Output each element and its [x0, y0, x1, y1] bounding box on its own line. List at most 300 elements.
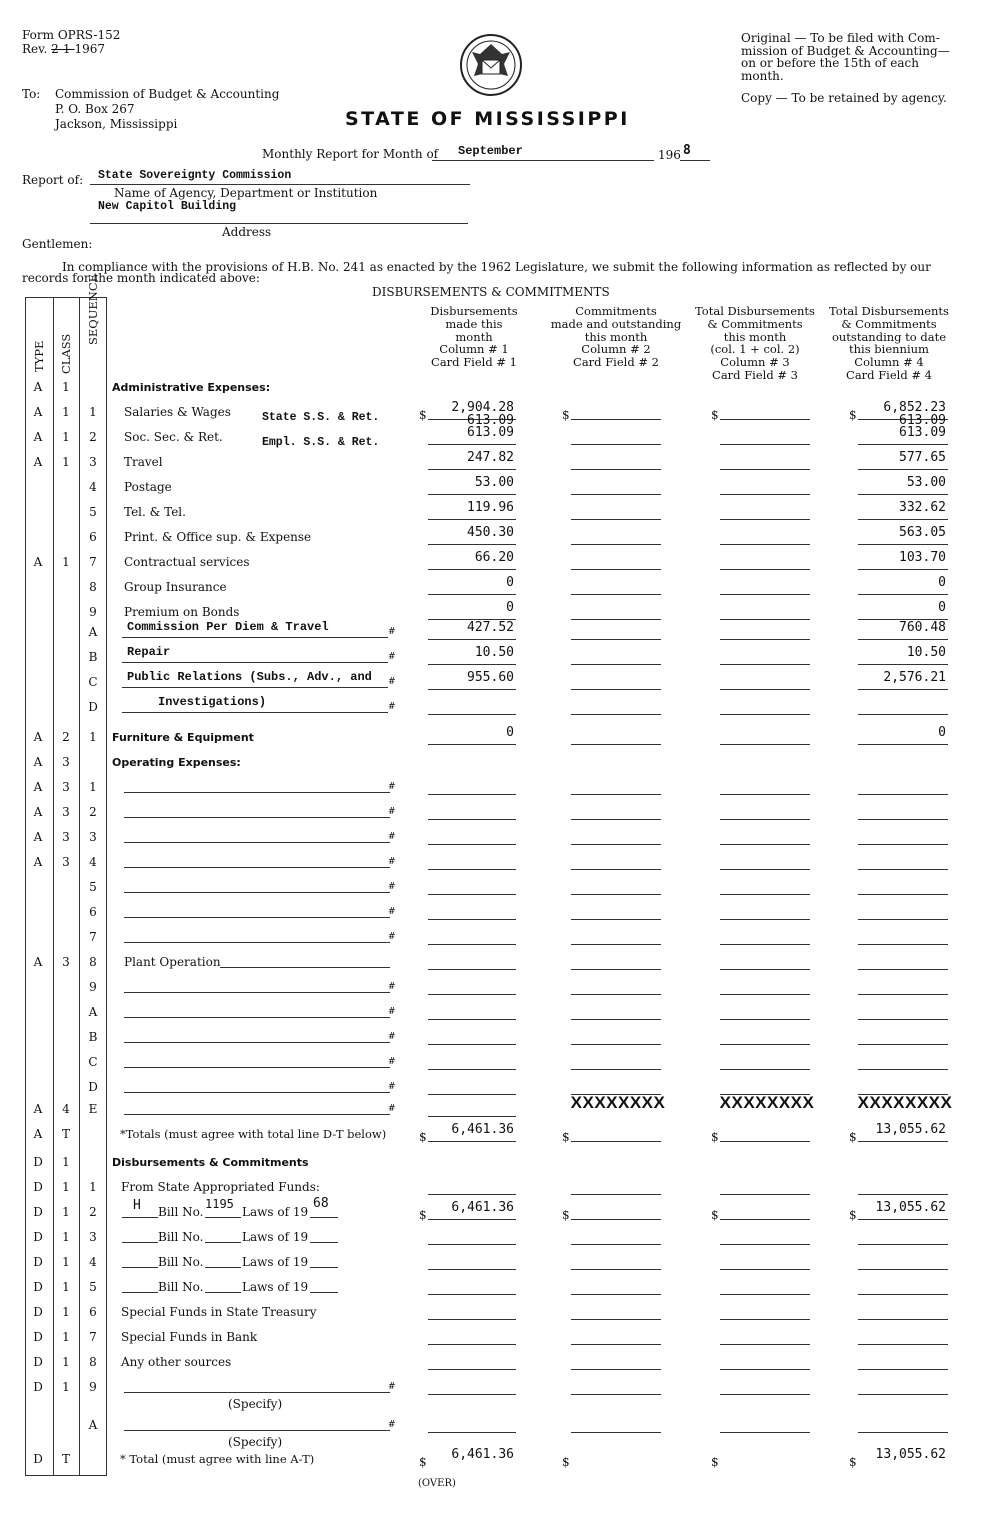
amount-col-4[interactable]: 13,055.62	[875, 1447, 946, 1462]
bill-prefix[interactable]: H	[133, 1198, 141, 1213]
field-underline	[428, 469, 516, 470]
page-title: STATE OF MISSISSIPPI	[345, 108, 630, 130]
field-underline	[571, 619, 661, 620]
field-underline	[858, 1219, 948, 1220]
amount-col-3[interactable]: XXXXXXXX	[719, 1093, 815, 1112]
rev-struck: 2-1-	[51, 42, 75, 56]
amount-col-1-sub[interactable]: 613.09	[467, 413, 514, 428]
field-underline	[571, 969, 661, 970]
row-label: Print. & Office sup. & Expense	[124, 530, 312, 544]
col-header-line: (col. 1 + col. 2)	[710, 342, 800, 357]
amount-col-1[interactable]: 450.30	[467, 525, 514, 540]
field-underline	[124, 1430, 390, 1431]
field-underline	[858, 494, 948, 495]
field-underline	[858, 1369, 948, 1370]
field-underline	[858, 1244, 948, 1245]
field-underline	[124, 917, 390, 918]
row-class: 1	[62, 1205, 70, 1219]
filing-note-line: on or before the 15th of each	[741, 56, 919, 70]
row-sequence: 3	[89, 830, 97, 844]
section-title: DISBURSEMENTS & COMMITMENTS	[372, 285, 610, 299]
field-underline	[428, 969, 516, 970]
month-label: Monthly Report for Month of	[262, 147, 439, 161]
row-type: A	[33, 955, 43, 969]
row-sequence: C	[88, 675, 98, 689]
field-underline	[428, 1369, 516, 1370]
row-label: Postage	[124, 480, 172, 494]
field-underline	[571, 544, 661, 545]
row-class: 1	[62, 555, 70, 569]
field-underline	[720, 1019, 810, 1020]
col-header-3	[688, 305, 822, 382]
row-type: D	[33, 1205, 43, 1219]
salutation: Gentlemen:	[22, 237, 93, 251]
laws-label: Laws of 19	[242, 1205, 309, 1219]
row-type: A	[33, 380, 43, 394]
row-label-hash: #	[388, 982, 396, 992]
field-underline	[858, 869, 948, 870]
row-label-hash: #	[388, 1007, 396, 1017]
row-class: 2	[62, 730, 70, 744]
col-header-line: made and outstanding	[550, 316, 682, 331]
field-underline	[720, 569, 810, 570]
row-label-hash: #	[388, 1057, 396, 1067]
field-underline	[858, 1069, 948, 1070]
col-header-line: this biennium	[849, 342, 929, 357]
intro-line-1: In compliance with the provisions of H.B. No. 241 as enacted by the 1962 Legislature, we submit the following information as reflected by our	[62, 260, 931, 274]
field-underline	[858, 1044, 948, 1045]
amount-col-4[interactable]: 13,055.62	[875, 1122, 946, 1137]
row-type: D	[33, 1280, 43, 1294]
field-underline	[428, 919, 516, 920]
row-type: D	[33, 1330, 43, 1344]
row-label: Premium on Bonds	[124, 605, 240, 619]
amount-col-4[interactable]: XXXXXXXX	[857, 1093, 953, 1112]
to-line-1: Commission of Budget & Accounting	[55, 87, 280, 101]
amount-col-4[interactable]: 10.50	[906, 645, 946, 660]
field-underline	[428, 1294, 516, 1295]
field-underline	[124, 792, 390, 793]
year-digit[interactable]: 8	[683, 143, 691, 158]
field-underline	[571, 794, 661, 795]
field-underline	[122, 1267, 158, 1268]
amount-col-1[interactable]: 2,904.28	[451, 400, 514, 415]
field-underline	[205, 1267, 241, 1268]
row-sequence: 2	[89, 805, 97, 819]
row-sequence: 6	[89, 1305, 97, 1319]
field-underline	[310, 1242, 338, 1243]
dollar-sign: $	[711, 408, 719, 422]
row-sequence: 6	[89, 905, 97, 919]
row-sequence: B	[88, 650, 98, 664]
field-underline	[720, 1344, 810, 1345]
field-underline	[720, 894, 810, 895]
col-header-line: Commitments	[575, 304, 657, 318]
field-underline	[124, 1092, 390, 1093]
field-underline	[720, 494, 810, 495]
field-underline	[720, 1394, 810, 1395]
row-sequence: 5	[89, 505, 97, 519]
row-class: 3	[62, 780, 70, 794]
col-header-4	[822, 305, 956, 382]
class-header: CLASS	[59, 333, 73, 374]
amount-col-1[interactable]: 10.50	[474, 645, 514, 660]
row-sequence: 8	[89, 580, 97, 594]
col-header-line: Column # 4	[854, 355, 924, 370]
row-type: A	[33, 1127, 43, 1141]
row-label: * Total (must agree with line A-T)	[120, 1452, 315, 1466]
amount-col-4[interactable]: 53.00	[906, 475, 946, 490]
row-sequence: D	[88, 700, 98, 714]
field-underline	[122, 1242, 158, 1243]
rev-prefix: Rev.	[22, 42, 48, 56]
amount-col-1[interactable]: 247.82	[467, 450, 514, 465]
bill-year[interactable]: 68	[313, 1196, 329, 1211]
amount-col-1[interactable]: 66.20	[474, 550, 514, 565]
row-label: Special Funds in State Treasury	[121, 1305, 317, 1319]
dollar-sign: $	[711, 1130, 719, 1144]
field-underline	[858, 1194, 948, 1195]
row-sequence: 4	[89, 1255, 97, 1269]
row-label-hash: #	[388, 652, 396, 662]
row-sequence: 5	[89, 1280, 97, 1294]
field-underline	[571, 1344, 661, 1345]
amount-col-1[interactable]: 119.96	[467, 500, 514, 515]
col-header-line: Column # 3	[720, 355, 790, 370]
amount-col-4[interactable]: 332.62	[899, 500, 946, 515]
bill-number[interactable]: 1195	[205, 1197, 234, 1211]
field-underline	[205, 1217, 241, 1218]
dollar-sign: $	[419, 408, 427, 422]
state-seal	[458, 32, 524, 102]
field-underline	[428, 519, 516, 520]
amount-col-1[interactable]: 6,461.36	[451, 1447, 514, 1462]
bill-label: Bill No.	[158, 1205, 204, 1219]
row-label: From State Appropriated Funds:	[121, 1180, 320, 1194]
dollar-sign: $	[711, 1455, 719, 1469]
field-underline	[205, 1242, 241, 1243]
row-class: T	[61, 1127, 70, 1141]
filing-note	[741, 32, 950, 82]
row-sequence: 1	[89, 780, 97, 794]
col-header-line: month	[455, 329, 493, 344]
field-underline	[428, 744, 516, 745]
field-underline	[571, 944, 661, 945]
amount-col-4[interactable]: 0	[938, 725, 946, 740]
field-underline	[720, 844, 810, 845]
agency-name[interactable]: State Sovereignty Commission	[98, 169, 292, 182]
field-underline	[720, 444, 810, 445]
field-underline	[124, 1017, 390, 1018]
field-underline	[310, 1292, 338, 1293]
field-underline	[720, 944, 810, 945]
field-underline	[720, 869, 810, 870]
specify-caption: (Specify)	[228, 1397, 283, 1411]
amount-col-4[interactable]: 0	[938, 575, 946, 590]
field-underline	[720, 1219, 810, 1220]
field-underline	[858, 469, 948, 470]
field-underline	[428, 594, 516, 595]
laws-label: Laws of 19	[242, 1230, 309, 1244]
field-underline	[428, 1044, 516, 1045]
field-underline	[428, 689, 516, 690]
row-type: D	[33, 1255, 43, 1269]
field-underline	[858, 519, 948, 520]
row-sequence: A	[88, 625, 98, 639]
bill-label: Bill No.	[158, 1230, 204, 1244]
field-underline	[858, 594, 948, 595]
row-label-hash: #	[388, 1382, 396, 1392]
col-header-line: Card Field # 2	[573, 355, 659, 370]
field-underline	[571, 894, 661, 895]
row-class: 1	[62, 455, 70, 469]
row-class: 1	[62, 1155, 70, 1169]
row-note: State S.S. & Ret.	[262, 411, 380, 424]
amount-col-4[interactable]: 103.70	[899, 550, 946, 565]
col-header-line: this month	[584, 329, 648, 344]
field-underline	[122, 1217, 158, 1218]
row-label-hash: #	[388, 702, 396, 712]
amount-col-1[interactable]: 0	[506, 575, 514, 590]
field-underline	[858, 569, 948, 570]
row-type: A	[33, 455, 43, 469]
row-label-hash: #	[388, 1082, 396, 1092]
dollar-sign: $	[562, 1455, 570, 1469]
col-header-line: Disbursements	[430, 304, 518, 318]
field-underline	[720, 714, 810, 715]
field-underline	[571, 819, 661, 820]
row-label-hash: #	[388, 677, 396, 687]
field-underline	[858, 1141, 948, 1142]
row-class: 1	[62, 1255, 70, 1269]
field-underline	[428, 1219, 516, 1220]
row-type: A	[33, 855, 43, 869]
dollar-sign: $	[849, 1455, 857, 1469]
field-underline	[428, 1394, 516, 1395]
field-underline	[122, 662, 388, 663]
amount-col-4[interactable]: 577.65	[899, 450, 946, 465]
amount-col-1[interactable]: 6,461.36	[451, 1200, 514, 1215]
intro-line-2: records for the month indicated above:	[22, 271, 260, 285]
col-header-line: Card Field # 3	[712, 367, 798, 382]
field-underline	[720, 1294, 810, 1295]
field-underline	[124, 892, 390, 893]
amount-col-4[interactable]: 760.48	[899, 620, 946, 635]
row-sequence: A	[88, 1005, 98, 1019]
row-label: Disbursements & Commitments	[112, 1156, 309, 1169]
page-footer: (OVER)	[418, 1478, 456, 1489]
row-class: 4	[62, 1102, 70, 1116]
field-underline	[571, 1244, 661, 1245]
field-underline	[571, 1141, 661, 1142]
row-label-hash: #	[388, 1104, 396, 1114]
field-underline	[858, 819, 948, 820]
field-underline	[428, 1069, 516, 1070]
row-label: Salaries & Wages	[124, 405, 231, 419]
field-underline	[571, 664, 661, 665]
row-sequence: 2	[89, 430, 97, 444]
field-underline	[571, 714, 661, 715]
row-type: A	[33, 780, 43, 794]
field-underline	[720, 544, 810, 545]
col-header-line: & Commitments	[707, 316, 803, 331]
field-underline	[122, 637, 388, 638]
field-underline	[720, 469, 810, 470]
row-type: D	[33, 1180, 43, 1194]
field-underline	[124, 992, 390, 993]
field-underline	[122, 687, 388, 688]
type-header: TYPE	[32, 340, 46, 372]
field-underline	[571, 744, 661, 745]
row-sequence: 9	[89, 980, 97, 994]
field-underline	[571, 494, 661, 495]
field-underline	[858, 794, 948, 795]
field-underline	[571, 569, 661, 570]
field-underline	[858, 919, 948, 920]
dollar-sign: $	[562, 1130, 570, 1144]
row-type: A	[33, 755, 43, 769]
field-underline	[858, 544, 948, 545]
col-header-line: Total Disbursements	[829, 304, 949, 318]
amount-col-4-sub[interactable]: 613.09	[899, 413, 946, 428]
field-underline	[720, 1069, 810, 1070]
filing-note-line: mission of Budget & Accounting—	[741, 43, 950, 58]
row-label: Investigations)	[158, 695, 267, 709]
row-label: Administrative Expenses:	[112, 381, 271, 394]
dollar-sign: $	[711, 1208, 719, 1222]
row-class: 3	[62, 955, 70, 969]
dollar-sign: $	[562, 408, 570, 422]
field-underline	[858, 1432, 948, 1433]
row-label-hash: #	[388, 1420, 396, 1430]
field-underline	[858, 894, 948, 895]
bill-label: Bill No.	[158, 1280, 204, 1294]
row-note: Empl. S.S. & Ret.	[262, 436, 380, 449]
month-value[interactable]: September	[458, 144, 523, 158]
row-label-hash: #	[388, 627, 396, 637]
row-label: Special Funds in Bank	[121, 1330, 258, 1344]
field-underline	[720, 619, 810, 620]
field-underline	[428, 844, 516, 845]
field-underline	[310, 1217, 338, 1218]
amount-col-1[interactable]: 427.52	[467, 620, 514, 635]
field-underline	[124, 1114, 390, 1115]
field-underline	[428, 1432, 516, 1433]
row-class: 3	[62, 755, 70, 769]
amount-col-1[interactable]: 0	[506, 725, 514, 740]
field-underline	[122, 1292, 158, 1293]
row-sequence: C	[88, 1055, 98, 1069]
row-class: 1	[62, 1280, 70, 1294]
field-underline	[720, 1432, 810, 1433]
row-class: 1	[62, 1230, 70, 1244]
col-header-2	[546, 305, 686, 369]
filing-note-line: Original — To be filed with Com-	[741, 31, 940, 45]
agency-caption: Name of Agency, Department or Institution	[114, 186, 378, 200]
row-label: Public Relations (Subs., Adv., and	[127, 670, 372, 684]
amount-col-4[interactable]: 6,852.23	[883, 400, 946, 415]
amount-col-1[interactable]: 53.00	[474, 475, 514, 490]
field-underline	[220, 967, 390, 968]
field-underline	[720, 819, 810, 820]
amount-col-4[interactable]: 613.09	[899, 425, 946, 440]
field-underline	[858, 639, 948, 640]
row-type: A	[33, 430, 43, 444]
agency-address[interactable]: New Capitol Building	[98, 200, 237, 213]
row-type: D	[33, 1305, 43, 1319]
amount-col-4[interactable]: 563.05	[899, 525, 946, 540]
to-line-2: P. O. Box 267	[55, 102, 135, 116]
field-underline	[858, 994, 948, 995]
field-underline	[205, 1292, 241, 1293]
field-underline	[428, 569, 516, 570]
field-underline	[571, 689, 661, 690]
field-underline	[124, 942, 390, 943]
row-label: Operating Expenses:	[112, 756, 241, 769]
amount-col-1[interactable]: 6,461.36	[451, 1122, 514, 1137]
field-underline	[858, 1269, 948, 1270]
row-type: D	[33, 1452, 43, 1466]
row-label: Plant Operation	[124, 955, 221, 969]
row-label: Travel	[124, 455, 163, 469]
row-class: 3	[62, 855, 70, 869]
laws-label: Laws of 19	[242, 1255, 309, 1269]
row-type: A	[33, 405, 43, 419]
field-underline	[310, 1267, 338, 1268]
field-underline	[720, 1269, 810, 1270]
row-label-hash: #	[388, 1032, 396, 1042]
row-sequence: 4	[89, 855, 97, 869]
row-sequence: 9	[89, 605, 97, 619]
field-underline	[428, 1094, 516, 1095]
row-sequence: B	[88, 1030, 98, 1044]
row-sequence: 8	[89, 955, 97, 969]
row-label: Any other sources	[121, 1355, 232, 1369]
amount-col-4[interactable]: 2,576.21	[883, 670, 946, 685]
filing-note-line: month.	[741, 68, 784, 83]
amount-col-1[interactable]: 955.60	[467, 670, 514, 685]
field-underline	[858, 944, 948, 945]
row-label-hash: #	[388, 857, 396, 867]
field-underline	[858, 1019, 948, 1020]
field-underline	[720, 639, 810, 640]
row-sequence: 3	[89, 455, 97, 469]
col-header-line: Total Disbursements	[695, 304, 815, 318]
field-underline	[571, 639, 661, 640]
dollar-sign: $	[562, 1208, 570, 1222]
row-class: 1	[62, 1380, 70, 1394]
field-underline	[571, 444, 661, 445]
field-underline	[571, 869, 661, 870]
field-underline	[428, 794, 516, 795]
amount-col-4[interactable]: 13,055.62	[875, 1200, 946, 1215]
field-underline	[571, 1394, 661, 1395]
amount-col-2[interactable]: XXXXXXXX	[570, 1093, 666, 1112]
amount-col-4[interactable]: 0	[938, 600, 946, 615]
amount-col-1[interactable]: 613.09	[467, 425, 514, 440]
field-underline	[720, 1319, 810, 1320]
field-underline	[720, 689, 810, 690]
row-sequence: 1	[89, 1180, 97, 1194]
row-class: 1	[62, 405, 70, 419]
row-sequence: 4	[89, 480, 97, 494]
field-underline	[858, 714, 948, 715]
amount-col-1[interactable]: 0	[506, 600, 514, 615]
field-underline	[428, 1319, 516, 1320]
col-header-1	[414, 305, 534, 369]
row-label: Tel. & Tel.	[124, 505, 186, 519]
row-sequence: 6	[89, 530, 97, 544]
